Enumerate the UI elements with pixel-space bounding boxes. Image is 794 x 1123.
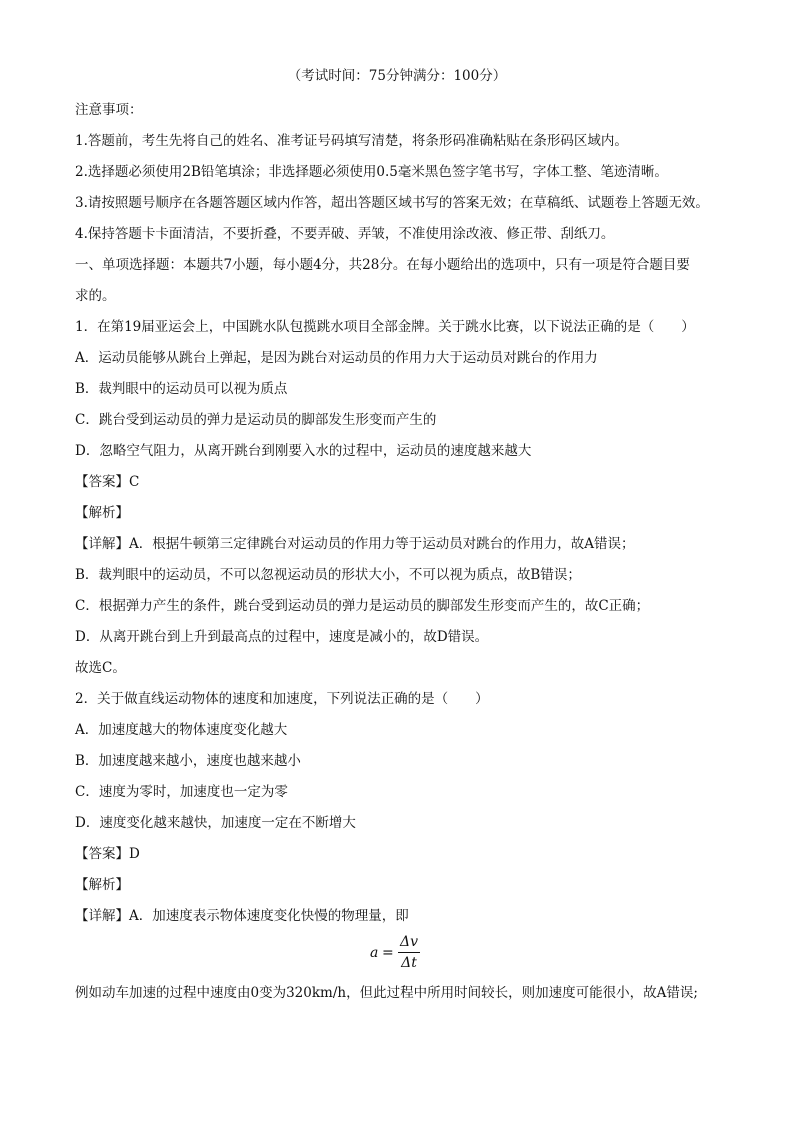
question-2-option-b: B．加速度越来越小，速度也越来越小	[75, 753, 301, 769]
note-item: 1.答题前，考生先将自己的姓名、准考证号码填写清楚，将条形码准确粘贴在条形码区域内。	[75, 133, 628, 149]
fraction-bar	[398, 952, 420, 953]
question-2-example: 例如动车加速的过程中速度由0变为320km/h，但此过程中所用时间较长，则加速度可能很小，故A错误;	[75, 985, 698, 1001]
question-1-option-d: D．忽略空气阻力，从离开跳台到刚要入水的过程中，运动员的速度越来越大	[75, 443, 532, 459]
question-2-option-d: D．速度变化越来越快，加速度一定在不断增大	[75, 815, 356, 831]
question-1-detail: 【详解】A．根据牛顿第三定律跳台对运动员的作用力等于运动员对跳台的作用力，故A错误；	[75, 536, 635, 552]
section-heading-cont: 求的。	[75, 288, 116, 304]
formula-numerator: Δv	[399, 934, 419, 950]
question-1-detail: B．裁判眼中的运动员，不可以忽视运动员的形状大小，不可以视为质点，故B错误；	[75, 567, 581, 583]
exam-info: （考试时间：75分钟满分：100分）	[287, 68, 507, 84]
section-heading: 一、单项选择题：本题共7小题，每小题4分，共28分。在每小题给出的选项中，只有一项是符合题目要	[75, 257, 690, 273]
question-1-option-a: A．运动员能够从跳台上弹起，是因为跳台对运动员的作用力大于运动员对跳台的作用力	[75, 350, 598, 366]
question-2-option-a: A．加速度越大的物体速度变化越大	[75, 722, 288, 738]
question-1-stem: 1．在第19届亚运会上，中国跳水队包揽跳水项目全部金牌。关于跳水比赛，以下说法正确的是（ ）	[75, 319, 695, 335]
question-1-detail: C．根据弹力产生的条件，跳台受到运动员的弹力是运动员的脚部发生形变而产生的，故C正确；	[75, 598, 650, 614]
formula-denominator: Δt	[401, 955, 417, 971]
note-item: 2.选择题必须使用2B铅笔填涂；非选择题必须使用0.5毫米黑色签字笔书写，字体工整、笔迹清晰。	[75, 164, 668, 180]
question-1-analysis-label: 【解析】	[75, 505, 129, 521]
question-2-answer: 【答案】D	[75, 846, 140, 862]
formula-equals: =	[382, 945, 394, 961]
question-1-option-c: C．跳台受到运动员的弹力是运动员的脚部发生形变而产生的	[75, 412, 437, 428]
question-1-option-b: B．裁判眼中的运动员可以视为质点	[75, 381, 288, 397]
question-2-option-c: C．速度为零时，加速度也一定为零	[75, 784, 288, 800]
question-2-detail: 【详解】A．加速度表示物体速度变化快慢的物理量，即	[75, 908, 409, 924]
formula-lhs: a	[370, 945, 379, 961]
note-item: 4.保持答题卡卡面清洁，不要折叠，不要弄破、弄皱，不准使用涂改液、修正带、刮纸刀。	[75, 226, 615, 242]
question-1-detail: D．从离开跳台到上升到最高点的过程中，速度是减小的，故D错误。	[75, 629, 489, 645]
question-1-answer: 【答案】C	[75, 474, 140, 490]
question-1-conclusion: 故选C。	[75, 660, 126, 676]
notes-title: 注意事项：	[75, 102, 143, 118]
acceleration-formula	[370, 934, 430, 974]
question-2-analysis-label: 【解析】	[75, 877, 129, 893]
formula-fraction	[398, 934, 420, 971]
note-item: 3.请按照题号顺序在各题答题区域内作答，超出答题区域书写的答案无效；在草稿纸、试题卷上答题无效。	[75, 195, 709, 211]
question-2-stem: 2．关于做直线运动物体的速度和加速度，下列说法正确的是（ ）	[75, 691, 489, 707]
